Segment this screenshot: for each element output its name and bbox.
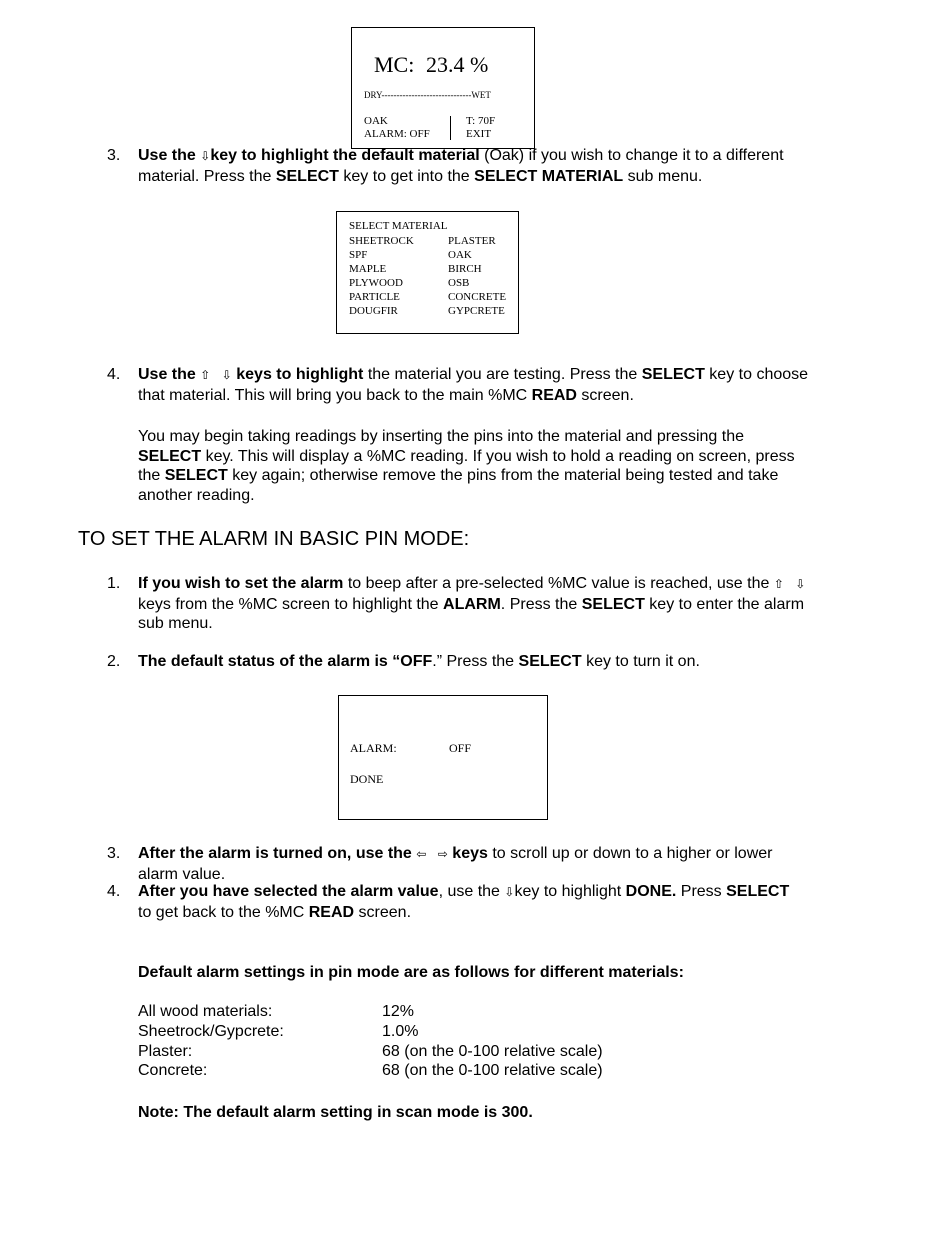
step-number: 1. <box>107 575 121 592</box>
default-value: 68 (on the 0-100 relative scale) <box>382 1043 603 1060</box>
screen-title: SELECT MATERIAL <box>349 220 448 232</box>
alarm-step-2-text: The default status of the alarm is “OFF.” Press the SELECT key to turn it on. <box>138 653 700 670</box>
alarm-step-1-text: If you wish to set the alarm to beep after a pre-selected %MC value is reached, use the ⇧ ⇩ keys from the %MC screen to highlight the ALARM. Press the SELECT key to enter the alarm sub menu. <box>138 575 806 633</box>
material-option: PLASTER <box>448 235 496 247</box>
material-option: PARTICLE <box>349 291 400 303</box>
material-option: SPF <box>349 249 368 261</box>
step-number: 3. <box>107 845 121 862</box>
default-material: Concrete: <box>138 1062 208 1079</box>
dry-wet-bar: DRY------------------------------WET <box>364 90 491 100</box>
done-option: DONE <box>350 772 384 786</box>
mc-screen-illustration <box>351 27 535 149</box>
alarm-step-4-text: After you have selected the alarm value, use the ⇩key to highlight DONE. Press SELECT to get back to the %MC READ screen. <box>138 883 790 921</box>
material-option: OSB <box>448 277 470 289</box>
material-option: GYPCRETE <box>448 305 505 317</box>
step-number: 4. <box>107 883 121 900</box>
step-number: 3. <box>107 147 121 164</box>
material-option: OAK <box>448 249 472 261</box>
mc-label: MC: <box>374 52 415 77</box>
step-number: 2. <box>107 653 121 670</box>
default-material: Sheetrock/Gypcrete: <box>138 1023 284 1040</box>
temperature-readout: T: 70F <box>466 115 496 127</box>
select-material-screen-illustration <box>336 211 519 334</box>
screen-divider <box>450 116 451 140</box>
left-right-arrows-icon: ⇦ ⇨ <box>416 847 448 861</box>
default-value: 1.0% <box>382 1023 419 1040</box>
material-option: SHEETROCK <box>349 235 414 247</box>
exit-option: EXIT <box>466 128 492 140</box>
alarm-label: ALARM: <box>350 741 397 755</box>
material-readout: OAK <box>364 115 388 127</box>
scan-mode-note: Note: The default alarm setting in scan mode is 300. <box>138 1104 533 1121</box>
material-option: CONCRETE <box>448 291 507 303</box>
down-arrow-icon: ⇩ <box>200 149 211 163</box>
step-4-text: Use the ⇧ ⇩ keys to highlight the material you are testing. Press the SELECT key to choose that material. This will bring you back to the main %MC READ screen. <box>138 366 809 404</box>
alarm-step-3-text: After the alarm is turned on, use the ⇦ ⇨ keys to scroll up or down to a higher or lower alarm value. <box>138 845 773 883</box>
section-heading: TO SET THE ALARM IN BASIC PIN MODE: <box>78 528 470 550</box>
default-material: All wood materials: <box>138 1003 273 1020</box>
material-option: MAPLE <box>349 263 387 275</box>
default-value: 68 (on the 0-100 relative scale) <box>382 1062 603 1079</box>
mc-value: 23.4 % <box>426 52 489 77</box>
material-option: DOUGFIR <box>349 305 398 317</box>
up-down-arrows-icon: ⇧ ⇩ <box>200 368 232 382</box>
material-option: BIRCH <box>448 263 482 275</box>
readings-paragraph: You may begin taking readings by inserting the pins into the material and pressing the SELECT key. This will display a %MC reading. If you wish to hold a reading on screen, press the SELECT key again; otherwise remove the pins from the material being tested and take another reading. <box>138 428 795 504</box>
default-material: Plaster: <box>138 1043 193 1060</box>
step-number: 4. <box>107 366 121 383</box>
alarm-value: OFF <box>449 741 472 755</box>
material-column-left <box>349 234 414 318</box>
material-option: PLYWOOD <box>349 277 403 289</box>
step-3-text: Use the ⇩key to highlight the default material (Oak) if you wish to change it to a different material. Press the SELECT key to get into the SELECT MATERIAL sub menu. <box>138 147 784 185</box>
down-arrow-icon: ⇩ <box>504 885 515 899</box>
material-column-right <box>448 234 506 318</box>
alarm-screen-illustration <box>338 695 548 820</box>
alarm-readout: ALARM: OFF <box>364 128 430 140</box>
defaults-title: Default alarm settings in pin mode are as follows for different materials: <box>138 964 684 981</box>
up-down-arrows-icon: ⇧ ⇩ <box>773 577 806 591</box>
default-value: 12% <box>382 1003 415 1020</box>
